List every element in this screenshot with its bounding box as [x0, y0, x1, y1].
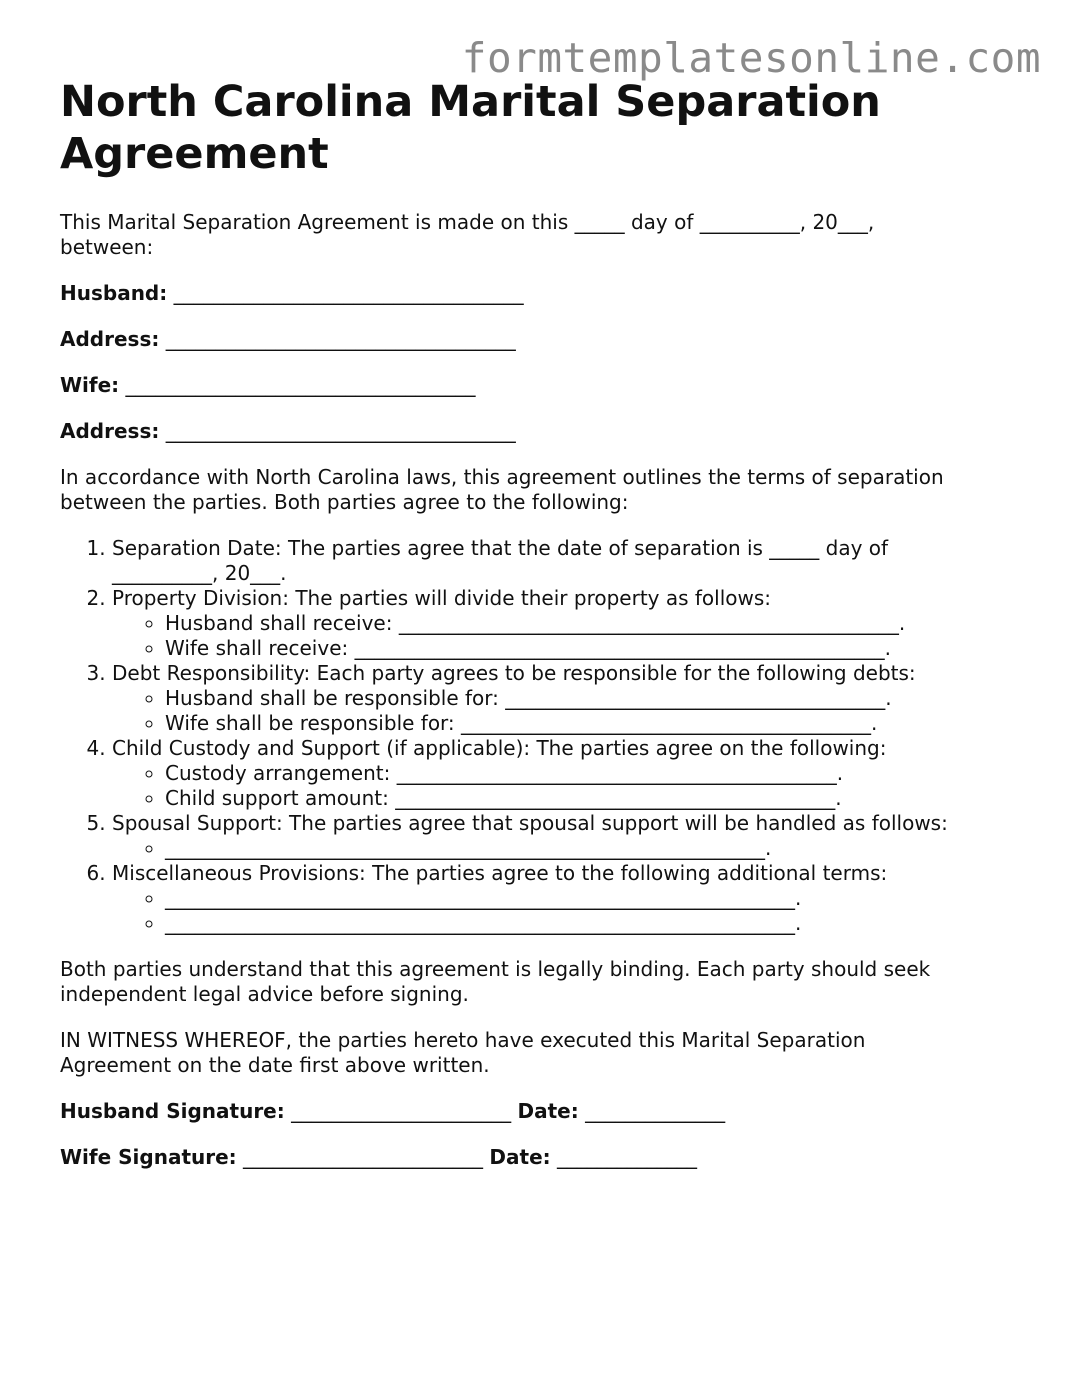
- term-3-sublist: [112, 686, 1020, 736]
- intro-line-1: This Marital Separation Agreement is made on this _____ day of __________, 20___,: [60, 210, 875, 234]
- preamble-paragraph: [60, 465, 1020, 515]
- list-item: ◦ _______________________________________________________________.: [165, 886, 1020, 911]
- list-item: ◦ Child support amount: ____________________________________________.: [165, 786, 1020, 811]
- wife-address-field: [60, 419, 1020, 444]
- term-property-division: [112, 586, 1020, 661]
- husband-signature-label: Husband Signature:: [60, 1099, 285, 1123]
- witness-line-1: IN WITNESS WHEREOF, the parties hereto have executed this Marital Separation: [60, 1028, 866, 1052]
- term-4-text: Child Custody and Support (if applicable): The parties agree on the following:: [112, 736, 887, 760]
- term-separation-date: [112, 536, 1020, 586]
- husband-field: [60, 281, 1020, 306]
- wife-label: Wife:: [60, 373, 120, 397]
- husband-address-blank: ___________________________________: [165, 327, 516, 351]
- preamble-line-2: between the parties. Both parties agree to the following:: [60, 490, 629, 514]
- watermark: formtemplatesonline.com: [461, 34, 1041, 82]
- binding-paragraph: [60, 957, 1020, 1007]
- list-item: ◦ Custody arrangement: ____________________________________________.: [165, 761, 1020, 786]
- husband-date-label: Date:: [517, 1099, 579, 1123]
- term-1-line-1: Separation Date: The parties agree that the date of separation is _____ day of: [112, 536, 889, 560]
- term-5-sublist: [112, 836, 1020, 861]
- term-2-sublist: [112, 611, 1020, 661]
- list-item: ◦ ____________________________________________________________.: [165, 836, 1020, 861]
- term-6-sublist: [112, 886, 1020, 936]
- wife-date-blank: ______________: [557, 1145, 697, 1169]
- wife-address-blank: ___________________________________: [165, 419, 516, 443]
- term-1-line-2: __________, 20___.: [112, 561, 287, 585]
- witness-line-2: Agreement on the date first above written.: [60, 1053, 490, 1077]
- intro-paragraph: [60, 210, 1020, 260]
- term-spousal-support: [112, 811, 1020, 861]
- term-5-text: Spousal Support: The parties agree that spousal support will be handled as follows:: [112, 811, 948, 835]
- term-debt-responsibility: [112, 661, 1020, 736]
- husband-blank: ___________________________________: [173, 281, 524, 305]
- husband-label: Husband:: [60, 281, 168, 305]
- wife-blank: ___________________________________: [125, 373, 476, 397]
- husband-date-blank: ______________: [585, 1099, 726, 1123]
- list-item: ◦ Wife shall receive: _____________________________________________________.: [165, 636, 1020, 661]
- term-miscellaneous: [112, 861, 1020, 936]
- list-item: ◦ _______________________________________________________________.: [165, 911, 1020, 936]
- wife-field: [60, 373, 1020, 398]
- term-3-text: Debt Responsibility: Each party agrees to be responsible for the following debts:: [112, 661, 916, 685]
- list-item: ◦ Wife shall be responsible for: _________________________________________.: [165, 711, 1020, 736]
- intro-line-2: between:: [60, 235, 154, 259]
- witness-paragraph: [60, 1028, 1020, 1078]
- wife-date-label: Date:: [489, 1145, 551, 1169]
- binding-line-2: independent legal advice before signing.: [60, 982, 469, 1006]
- husband-address-field: [60, 327, 1020, 352]
- wife-signature-label: Wife Signature:: [60, 1145, 237, 1169]
- husband-signature-blank: ______________________: [291, 1099, 512, 1123]
- term-child-custody: [112, 736, 1020, 811]
- document-page: [60, 76, 1020, 1170]
- list-item: ◦ Husband shall receive: __________________________________________________.: [165, 611, 1020, 636]
- terms-list: [60, 536, 1020, 936]
- wife-signature-blank: ________________________: [243, 1145, 484, 1169]
- binding-line-1: Both parties understand that this agreement is legally binding. Each party should seek: [60, 957, 931, 981]
- document-title: North Carolina Marital Separation Agreement: [60, 77, 881, 179]
- term-2-text: Property Division: The parties will divide their property as follows:: [112, 586, 772, 610]
- husband-address-label: Address:: [60, 327, 160, 351]
- list-item: ◦ Husband shall be responsible for: ______________________________________.: [165, 686, 1020, 711]
- preamble-line-1: In accordance with North Carolina laws, this agreement outlines the terms of separation: [60, 465, 944, 489]
- term-4-sublist: [112, 761, 1020, 811]
- wife-address-label: Address:: [60, 419, 160, 443]
- husband-signature-line: [60, 1099, 1020, 1124]
- wife-signature-line: [60, 1145, 1020, 1170]
- term-6-text: Miscellaneous Provisions: The parties agree to the following additional terms:: [112, 861, 888, 885]
